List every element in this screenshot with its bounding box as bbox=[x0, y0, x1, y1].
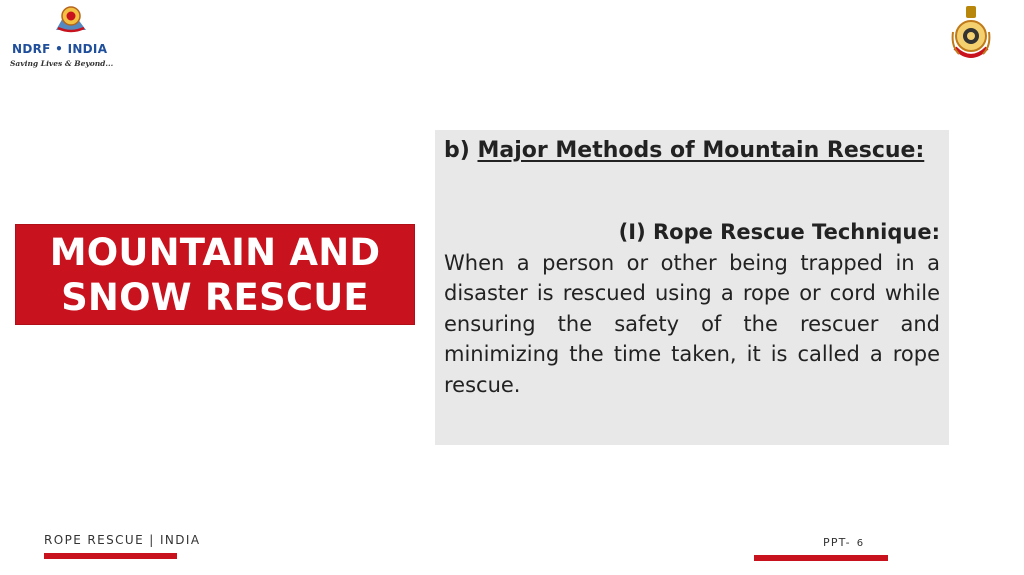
section-heading-prefix: b) bbox=[444, 138, 470, 163]
ndrf-brand-text: NDRF • INDIA bbox=[12, 42, 108, 56]
subsection-heading: (I) Rope Rescue Technique: bbox=[618, 220, 940, 244]
content-body bbox=[444, 217, 940, 400]
footer-accent-bar-left bbox=[44, 553, 177, 559]
ndrf-tagline: Saving Lives & Beyond... bbox=[10, 59, 114, 68]
footer-accent-bar-right bbox=[754, 555, 888, 561]
slide-title-box bbox=[16, 225, 414, 324]
ndrf-crest-icon bbox=[950, 2, 992, 72]
page-number: 6 bbox=[856, 538, 865, 549]
slide-title bbox=[50, 230, 381, 320]
ndrf-logo bbox=[8, 4, 128, 72]
slide-title-line-1: MOUNTAIN AND bbox=[49, 230, 381, 274]
section-heading bbox=[444, 138, 924, 163]
footer-ppt-label: PPT- bbox=[823, 536, 851, 549]
ndrf-emblem-icon bbox=[52, 4, 90, 34]
slide-title-line-2: SNOW RESCUE bbox=[61, 275, 369, 319]
body-paragraph: When a person or other being trapped in a disaster is rescued using a rope or cord while ensuring the safety of the rescuer and minimizing the time taken, it is called a rope rescue. bbox=[444, 250, 940, 397]
footer-page-info bbox=[823, 536, 864, 549]
section-heading-text: Major Methods of Mountain Rescue: bbox=[477, 138, 925, 163]
footer-title: ROPE RESCUE | INDIA bbox=[44, 533, 201, 547]
content-panel bbox=[435, 130, 949, 445]
